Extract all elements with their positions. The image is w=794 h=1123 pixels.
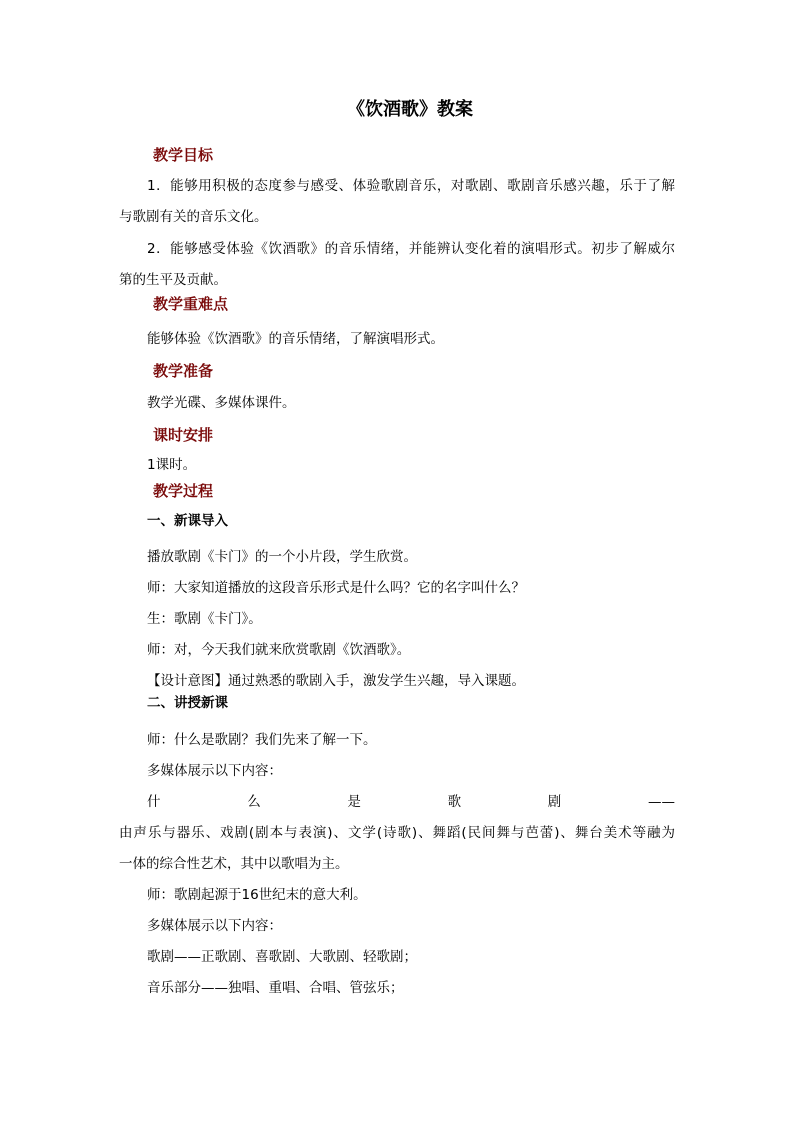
goal-1-line-1: 1．能够用积极的态度参与感受、体验歌剧音乐，对歌剧、歌剧音乐感兴趣，乐于了解 <box>147 178 675 194</box>
heading-preparation: 教学准备 <box>153 362 214 380</box>
process-line: 师：大家知道播放的这段音乐形式是什么吗？它的名字叫什么？ <box>147 580 525 596</box>
spread-char: 是 <box>347 794 361 810</box>
process-line: 多媒体展示以下内容： <box>147 918 282 934</box>
definition-line-3: 一体的综合性艺术，其中以歌唱为主。 <box>119 856 349 872</box>
process-line: 师：对，今天我们就来欣赏歌剧《饮酒歌》。 <box>147 642 411 658</box>
process-line: 歌剧——正歌剧、喜歌剧、大歌剧、轻歌剧； <box>147 949 417 965</box>
process-line: 【设计意图】通过熟悉的歌剧入手，激发学生兴趣，导入课题。 <box>147 673 525 689</box>
process-line: 多媒体展示以下内容： <box>147 763 282 779</box>
definition-line-1 <box>147 793 675 811</box>
heading-key-points: 教学重难点 <box>153 295 229 313</box>
process-line: 播放歌剧《卡门》的一个小片段，学生欣赏。 <box>147 549 417 565</box>
spread-char: 歌 <box>447 794 462 810</box>
goal-2-line-2: 第的生平及贡献。 <box>119 272 227 288</box>
key-points-text: 能够体验《饮酒歌》的音乐情绪，了解演唱形式。 <box>147 331 444 347</box>
spread-char: 剧 <box>547 794 562 810</box>
process-line: 师：什么是歌剧？我们先来了解一下。 <box>147 732 377 748</box>
part1-heading: 一、新课导入 <box>147 513 228 529</box>
spread-char: —— <box>647 794 675 810</box>
preparation-text: 教学光碟、多媒体课件。 <box>147 395 296 411</box>
heading-process: 教学过程 <box>153 482 214 500</box>
definition-line-2: 由声乐与器乐、戏剧(剧本与表演)、文学(诗歌)、舞蹈(民间舞与芭蕾)、舞台美术等融为 <box>119 825 675 841</box>
part2-heading: 二、讲授新课 <box>147 695 228 711</box>
heading-goals: 教学目标 <box>153 146 214 164</box>
process-line: 师：歌剧起源于16世纪末的意大利。 <box>147 887 367 903</box>
schedule-text: 1课时。 <box>147 457 197 473</box>
goal-1-line-2: 与歌剧有关的音乐文化。 <box>119 209 268 225</box>
page-title: 《饮酒歌》教案 <box>347 99 473 120</box>
goal-2-line-1: 2．能够感受体验《饮酒歌》的音乐情绪，并能辨认变化着的演唱形式。初步了解威尔 <box>147 241 675 257</box>
process-line: 音乐部分——独唱、重唱、合唱、管弦乐； <box>147 980 404 996</box>
spread-char: 么 <box>247 794 261 810</box>
spread-char: 什 <box>147 794 161 810</box>
heading-schedule: 课时安排 <box>153 426 214 444</box>
process-line: 生：歌剧《卡门》。 <box>147 611 262 627</box>
